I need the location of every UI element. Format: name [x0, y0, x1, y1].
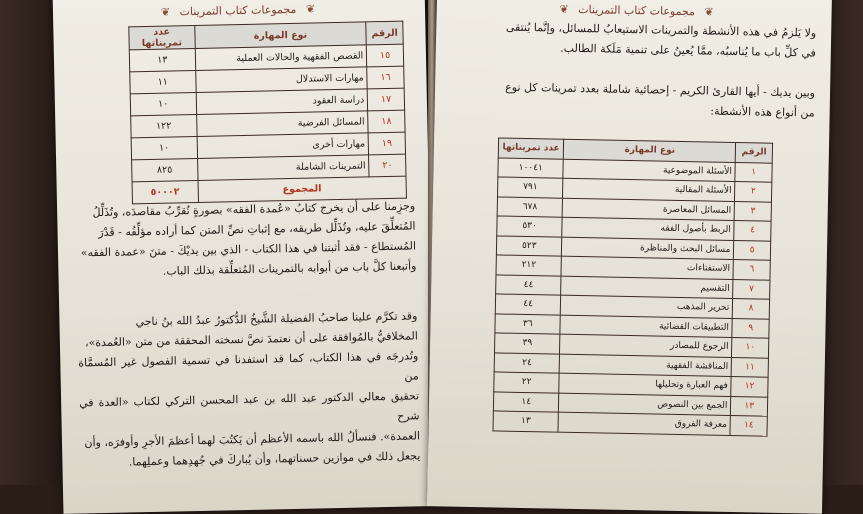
text-line: من أنواع هذه الأنشطة:	[710, 104, 815, 120]
ornament-icon: ❦	[704, 5, 714, 19]
text-line: تحقيق معالي الدكتور عبد الله بن عبد المحسن التركي لكتاب «العدة في شرح	[79, 389, 420, 423]
row-number: ١٥	[367, 44, 404, 67]
row-number: ١٣	[731, 396, 768, 416]
col-header-number: الرقم	[366, 21, 403, 45]
text-line: المُستطاع - فقد أثبتنا في هذا الكتاب - الذي بين يديْكَ - متنَ «عمدة الفقه»	[80, 239, 417, 260]
row-number: ٧	[733, 279, 770, 299]
right-intro-paragraph	[456, 17, 817, 64]
row-skill: فهم العبارة وتحليلها	[559, 373, 731, 396]
row-count: ٣٩	[495, 333, 561, 354]
row-count: ٦٧٨	[497, 196, 563, 217]
row-count: ٢٤	[494, 352, 560, 373]
ornament-icon: ❦	[559, 2, 569, 16]
text-line: وبين يديك - أيها القارئ الكريم - إحصائية شاملة بعدد تمرينات كل نوع	[505, 80, 816, 100]
ornament-icon: ❦	[160, 5, 171, 19]
row-skill: الاستفتاءات	[561, 256, 733, 279]
text-line: في كلِّ باب ما يُناسبُه، ممَّا يُعينُ على تنمية مَلَكة الطالب.	[560, 41, 816, 60]
row-number: ٥	[734, 240, 771, 260]
right-page	[427, 0, 832, 514]
row-count: ٢١٢	[496, 255, 562, 276]
row-count: ١٠٠٤١	[498, 157, 564, 178]
text-line: وأتبعنا كلَّ باب من أبوابه بالتمرينات المُتعلِّقة بذلك الباب.	[162, 259, 417, 278]
row-skill: الأسئلة الموضوعية	[563, 159, 735, 182]
row-skill: المسائل المعاصرة	[562, 198, 734, 221]
row-number: ٩	[732, 318, 769, 338]
text-line: ولا يَلزمُ في هذه الأنشطة والتمرينات الاستيعابُ للمسائل، وإنَّما يُنتقى	[505, 20, 817, 40]
row-count: ١٠	[130, 92, 196, 115]
row-number: ١٤	[730, 415, 767, 435]
row-skill: الربط بأصول الفقه	[562, 217, 734, 240]
row-skill: الجمع بين النصوص	[559, 393, 731, 416]
text-line: وجزِمنا على أن يخرج كتابُ «عُمدة الفقه» بصورةٍ تُقرِّبُ مقاصدَه، وتُذَلِّلُ	[92, 199, 416, 220]
left-page	[53, 0, 436, 514]
row-count: ١١	[130, 70, 196, 93]
row-skill: تحرير المذهب	[561, 295, 733, 318]
row-number: ١٦	[367, 66, 404, 89]
right-header-text: مجموعات كتاب التمرينات	[578, 2, 696, 19]
row-count: ١٤	[493, 391, 559, 412]
row-skill: المناقشة الفقهية	[559, 354, 731, 377]
row-number: ١٠	[732, 337, 769, 357]
row-skill: معرفة الفروق	[558, 412, 730, 435]
row-count: ٧٩١	[498, 177, 564, 198]
row-number: ١٨	[368, 110, 405, 133]
text-line: المُتعلِّقَ عليه، وتُذَلِّل طريقه، مع إثباتِ نصِّ المتن كما أراده مؤلِّفُه - قَدْرَ	[98, 219, 416, 240]
col-header-skill: نوع المهارة	[564, 139, 736, 162]
left-page-header	[113, 1, 363, 19]
row-number: ٣	[734, 201, 771, 221]
row-number: ١٩	[368, 132, 405, 155]
row-count: ٥٢٣	[496, 235, 562, 256]
row-number: ٨	[733, 298, 770, 318]
left-skills-table	[128, 21, 407, 205]
ornament-icon: ❦	[305, 2, 316, 16]
row-count: ٤٤	[496, 274, 562, 295]
row-skill: المسائل الفرضية	[196, 111, 368, 137]
row-skill: مهارات أخرى	[197, 133, 369, 159]
row-skill: دراسة العقود	[196, 89, 368, 115]
row-number: ١٧	[367, 88, 404, 111]
left-paragraph-2	[77, 306, 420, 473]
row-count: ٥٣٠	[497, 216, 563, 237]
row-skill: التمرينات الشاملة	[197, 155, 369, 181]
row-number: ٢٠	[369, 154, 406, 177]
total-label: المجموع	[198, 176, 407, 202]
text-line: يجعل ذلك في موازين حسناتهما، وأن يُباركَ في جُهدِهما وعملِهما.	[128, 449, 421, 469]
row-skill: مهارات الاستدلال	[195, 67, 367, 93]
row-skill: مسائل البحث والمناظرة	[562, 237, 734, 260]
row-number: ٢	[735, 182, 772, 202]
row-count: ٨٢٥	[132, 158, 198, 181]
row-skill: التطبيقات القضائية	[560, 315, 732, 338]
row-number: ٦	[733, 260, 770, 280]
row-skill: الرجوع للمصادر	[560, 334, 732, 357]
row-skill: القصص الفقهية والحالات العملية	[195, 45, 367, 71]
row-number: ٤	[734, 221, 771, 241]
right-skills-table	[493, 137, 774, 436]
total-value: ٥٠٠٠٢	[132, 180, 198, 203]
text-line: وقد تكرَّم علينا صاحبُ الفضيلة الشَّيخُ الدُّكتورُ عبدُ الله بنُ ناجي	[135, 309, 418, 329]
left-paragraph-1	[75, 196, 417, 283]
table-row	[493, 411, 767, 436]
right-intro2-paragraph	[455, 77, 816, 124]
row-count: ٢٢	[494, 372, 560, 393]
text-line: العمدة». فنسألُ الله باسمه الأعظم أن يَكتُبَ لهما أعظمَ الأجرِ وأوفرَه، وأن	[84, 429, 421, 450]
text-line: وتُدرجَه في هذا الكتاب، كما قد استفدنا في تسمية الفصول غير المُسمَّاة من	[78, 349, 419, 383]
right-page-header	[506, 2, 766, 20]
row-number: ١	[735, 162, 772, 182]
row-count: ١٣	[129, 48, 195, 71]
col-header-number: الرقم	[736, 143, 773, 163]
row-count: ٣٦	[495, 313, 561, 334]
text-line: المخلافيُّ بالمُوافقة على أن نعتمدَ نصَّ نسخته المحققة من متن «العُمدة»،	[84, 329, 418, 350]
row-count: ١٢٢	[131, 114, 197, 137]
row-skill: الأسئلة المقالية	[563, 178, 735, 201]
left-header-text: مجموعات كتاب التمرينات	[179, 2, 297, 19]
col-header-count: عدد تمريناتها	[129, 25, 195, 49]
col-header-skill: نوع المهارة	[194, 22, 366, 49]
col-header-count: عدد تمريناتها	[498, 138, 564, 159]
row-count: ٤٤	[495, 294, 561, 315]
row-skill: التقسيم	[561, 276, 733, 299]
row-number: ١١	[731, 357, 768, 377]
row-count: ١٠	[131, 136, 197, 159]
row-count: ١٣	[493, 411, 559, 432]
row-number: ١٢	[731, 376, 768, 396]
